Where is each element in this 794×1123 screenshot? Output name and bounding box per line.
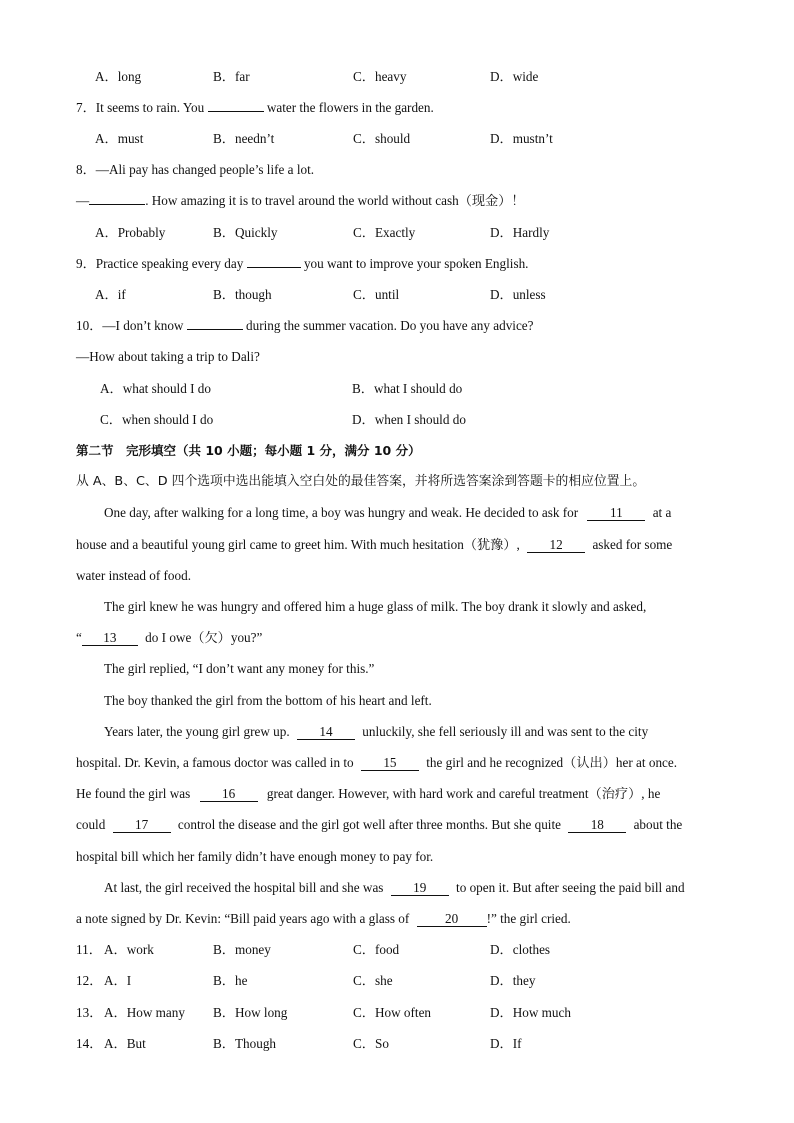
q9-option-a: A．if <box>95 287 126 302</box>
q14-option-b: B．Though <box>213 1036 277 1051</box>
q8-suffix: . How amazing it is to travel around the world without cash（现金）！ <box>145 193 525 208</box>
q13-number: 13． <box>76 1005 103 1020</box>
q13-option-c: C．How often <box>353 1005 432 1020</box>
q8-line2 <box>76 193 525 209</box>
blank-13: 13 <box>82 631 138 646</box>
q9-stem <box>76 256 528 272</box>
q14-number: 14． <box>76 1036 103 1051</box>
passage-line <box>76 786 660 802</box>
passage-text: could <box>76 817 106 832</box>
q8-blank <box>89 204 145 205</box>
q10-option-a: A．what should I do <box>100 381 211 396</box>
q8-option-b: B．Quickly <box>213 225 278 240</box>
q14-option-c: C．So <box>353 1036 389 1051</box>
passage-text: control the disease and the girl got well after three months. But she quite <box>177 817 561 832</box>
blank-16: 16 <box>200 787 258 802</box>
q7-stem <box>76 100 434 116</box>
passage-line: The girl replied, “I don’t want any money for this.” <box>104 661 375 676</box>
q13-option-b: B．How long <box>213 1005 288 1020</box>
q12-option-a: A．I <box>104 973 132 988</box>
blank-14: 14 <box>297 725 355 740</box>
q12-option-c: C．she <box>353 973 393 988</box>
q9-suffix: you want to improve your spoken English. <box>303 256 529 271</box>
passage-line: The girl knew he was hungry and offered him a huge glass of milk. The boy drank it slowly and asked, <box>104 599 647 614</box>
passage-line: water instead of food. <box>76 568 191 583</box>
q6-option-a: A．long <box>95 69 142 84</box>
q7-option-c: C．should <box>353 131 411 146</box>
passage-line <box>104 505 671 521</box>
passage-line: hospital bill which her family didn’t have enough money to pay for. <box>76 849 434 864</box>
q10-option-b: B．what I should do <box>352 381 463 396</box>
section-title: 第二节 完形填空（共 10 小题；每小题 1 分，满分 10 分） <box>76 443 421 458</box>
passage-text: at a <box>652 505 672 520</box>
q9-blank <box>247 267 301 268</box>
passage-text: to open it. But after seeing the paid bill and <box>456 880 685 895</box>
blank-19: 19 <box>391 881 449 896</box>
passage-text: great danger. However, with hard work and careful treatment（治疗）, he <box>266 786 661 801</box>
q10-option-d: D．when I should do <box>352 412 466 427</box>
passage-text: At last, the girl received the hospital bill and she was <box>104 880 384 895</box>
q8-option-d: D．Hardly <box>490 225 550 240</box>
q7-option-b: B．needn’t <box>213 131 275 146</box>
blank-15: 15 <box>361 756 419 771</box>
q8-line1: 8．—Ali pay has changed people’s life a lot. <box>76 162 315 177</box>
passage-text: house and a beautiful young girl came to greet him. With much hesitation（犹豫）, <box>76 537 520 552</box>
q11-option-a: A．work <box>104 942 154 957</box>
q11-option-d: D．clothes <box>490 942 551 957</box>
q14-option-d: D．If <box>490 1036 522 1051</box>
passage-line <box>76 630 262 646</box>
q8-option-a: A．Probably <box>95 225 166 240</box>
passage-text: !” the girl cried. <box>486 911 571 926</box>
q6-option-c: C．heavy <box>353 69 407 84</box>
passage-text: a note signed by Dr. Kevin: “Bill paid years ago with a glass of <box>76 911 410 926</box>
q6-option-b: B．far <box>213 69 250 84</box>
q9-prefix: 9．Practice speaking every day <box>76 256 244 271</box>
passage-text: asked for some <box>592 537 673 552</box>
q10-prefix: 10．—I don’t know <box>76 318 184 333</box>
blank-18: 18 <box>568 818 626 833</box>
passage-text: “ <box>76 630 82 645</box>
blank-12: 12 <box>527 538 585 553</box>
section-instruction: 从 A、B、C、D 四个选项中选出能填入空白处的最佳答案，并将所选答案涂到答题卡的相应位置上。 <box>76 474 646 489</box>
passage-text: One day, after walking for a long time, a boy was hungry and weak. He decided to ask for <box>104 505 579 520</box>
q12-option-d: D．they <box>490 973 536 988</box>
passage-text: unluckily, she fell seriously ill and was sent to the city <box>362 724 649 739</box>
q8-dash: — <box>76 193 90 208</box>
passage-line <box>76 755 677 771</box>
q7-suffix: water the flowers in the garden. <box>266 100 434 115</box>
q12-number: 12． <box>76 973 103 988</box>
passage-text: He found the girl was <box>76 786 191 801</box>
q10-suffix: during the summer vacation. Do you have any advice? <box>246 318 534 333</box>
q6-option-d: D．wide <box>490 69 539 84</box>
q10-option-c: C．when should I do <box>100 412 214 427</box>
q11-option-c: C．food <box>353 942 400 957</box>
q9-option-c: C．until <box>353 287 400 302</box>
blank-11: 11 <box>587 506 645 521</box>
q8-option-c: C．Exactly <box>353 225 416 240</box>
passage-text: about the <box>633 817 683 832</box>
q13-option-a: A．How many <box>104 1005 185 1020</box>
q10-line2: —How about taking a trip to Dali? <box>76 349 260 364</box>
passage-text: do I owe（欠）you?” <box>145 630 263 645</box>
passage-line <box>104 724 648 740</box>
q11-option-b: B．money <box>213 942 271 957</box>
q9-option-b: B．though <box>213 287 272 302</box>
q14-option-a: A．But <box>104 1036 146 1051</box>
q10-blank <box>187 329 243 330</box>
q7-prefix: 7．It seems to rain. You <box>76 100 205 115</box>
q7-blank <box>208 111 264 112</box>
q12-option-b: B．he <box>213 973 248 988</box>
passage-text: hospital. Dr. Kevin, a famous doctor was called in to <box>76 755 354 770</box>
passage-line <box>76 537 672 553</box>
q7-option-a: A．must <box>95 131 144 146</box>
q9-option-d: D．unless <box>490 287 546 302</box>
q11-number: 11． <box>76 942 102 957</box>
blank-17: 17 <box>113 818 171 833</box>
passage-line <box>104 880 685 896</box>
q13-option-d: D．How much <box>490 1005 571 1020</box>
blank-20: 20 <box>417 912 487 927</box>
passage-line: The boy thanked the girl from the bottom of his heart and left. <box>104 693 432 708</box>
passage-text: Years later, the young girl grew up. <box>104 724 290 739</box>
passage-line <box>76 817 682 833</box>
q10-stem <box>76 318 534 334</box>
passage-line <box>76 911 571 927</box>
passage-text: the girl and he recognized（认出）her at once. <box>426 755 678 770</box>
q7-option-d: D．mustn’t <box>490 131 553 146</box>
